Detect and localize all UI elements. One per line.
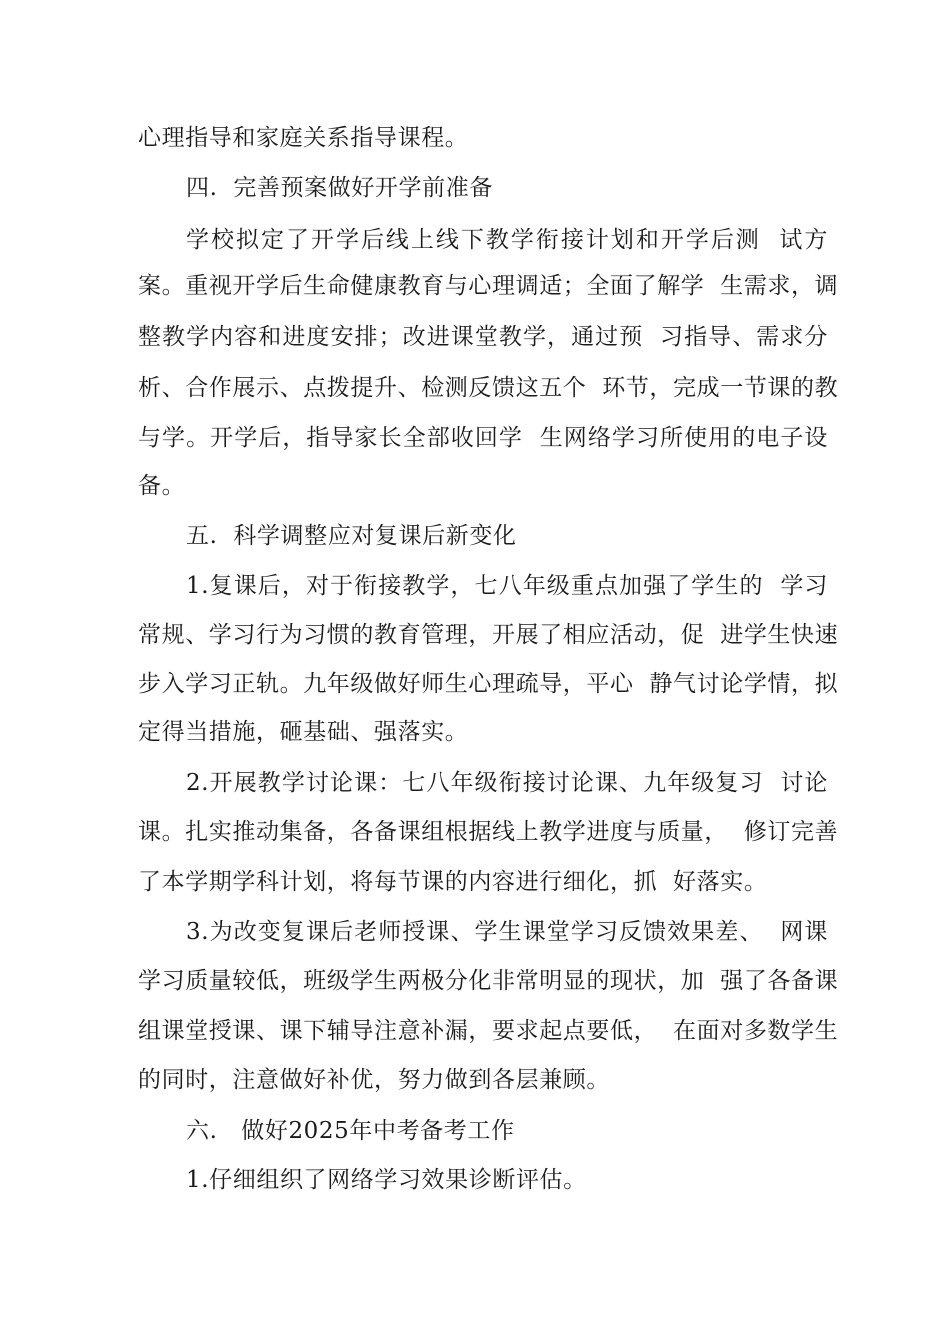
- paragraph-line: 组课堂授课、课下辅导注意补漏，要求起点要低， 在面对多数学生: [138, 1018, 839, 1044]
- paragraph-line: 步入学习正轨。九年级做好师生心理疏导，平心 静气讨论学情，拟: [138, 671, 839, 697]
- paragraph-line: 备。: [138, 473, 186, 499]
- paragraph-line: 学习质量较低，班级学生两极分化非常明显的现状，加 强了各备课: [138, 968, 839, 994]
- paragraph-line: 了本学期学科计划，将每节课的内容进行细化，抓 好落实。: [138, 869, 768, 895]
- section-heading-5: 五. 科学调整应对复课后新变化: [186, 523, 517, 549]
- paragraph-line: 1.仔细组织了网络学习效果诊断评估。: [186, 1167, 587, 1193]
- paragraph-line: 课。扎实推动集备，各备课组根据线上教学进度与质量， 修订完善: [138, 819, 839, 845]
- paragraph-line: 案。重视开学后生命健康教育与心理调适；全面了解学 生需求，调: [138, 273, 839, 299]
- paragraph-line: 心理指导和家庭关系指导课程。: [138, 125, 469, 151]
- paragraph-line: 3.为改变复课后老师授课、学生课堂学习反馈效果差、 网课: [186, 919, 828, 945]
- section-heading-4: 四. 完善预案做好开学前准备: [186, 175, 493, 201]
- paragraph-line: 的同时，注意做好补优，努力做到各层兼顾。: [138, 1067, 610, 1093]
- paragraph-line: 整教学内容和进度安排；改进课堂教学，通过预 习指导、需求分: [138, 324, 828, 350]
- paragraph-line: 1.复课后，对于衔接教学，七八年级重点加强了学生的 学习: [186, 573, 828, 599]
- paragraph-line: 2.开展教学讨论课：七八年级衔接讨论课、九年级复习 讨论: [186, 770, 828, 796]
- paragraph-line: 常规、学习行为习惯的教育管理，开展了相应活动，促 进学生快速: [138, 622, 839, 648]
- paragraph-line: 学校拟定了开学后线上线下教学衔接计划和开学后测 试方: [186, 227, 828, 253]
- paragraph-line: 与学。开学后，指导家长全部收回学 生网络学习所使用的电子设: [138, 425, 828, 451]
- paragraph-line: 定得当措施，砸基础、强落实。: [138, 719, 469, 745]
- section-heading-6: 六. 做好2025年中考备考工作: [186, 1118, 515, 1144]
- paragraph-line: 析、合作展示、点拨提升、检测反馈这五个 环节，完成一节课的教: [138, 375, 839, 401]
